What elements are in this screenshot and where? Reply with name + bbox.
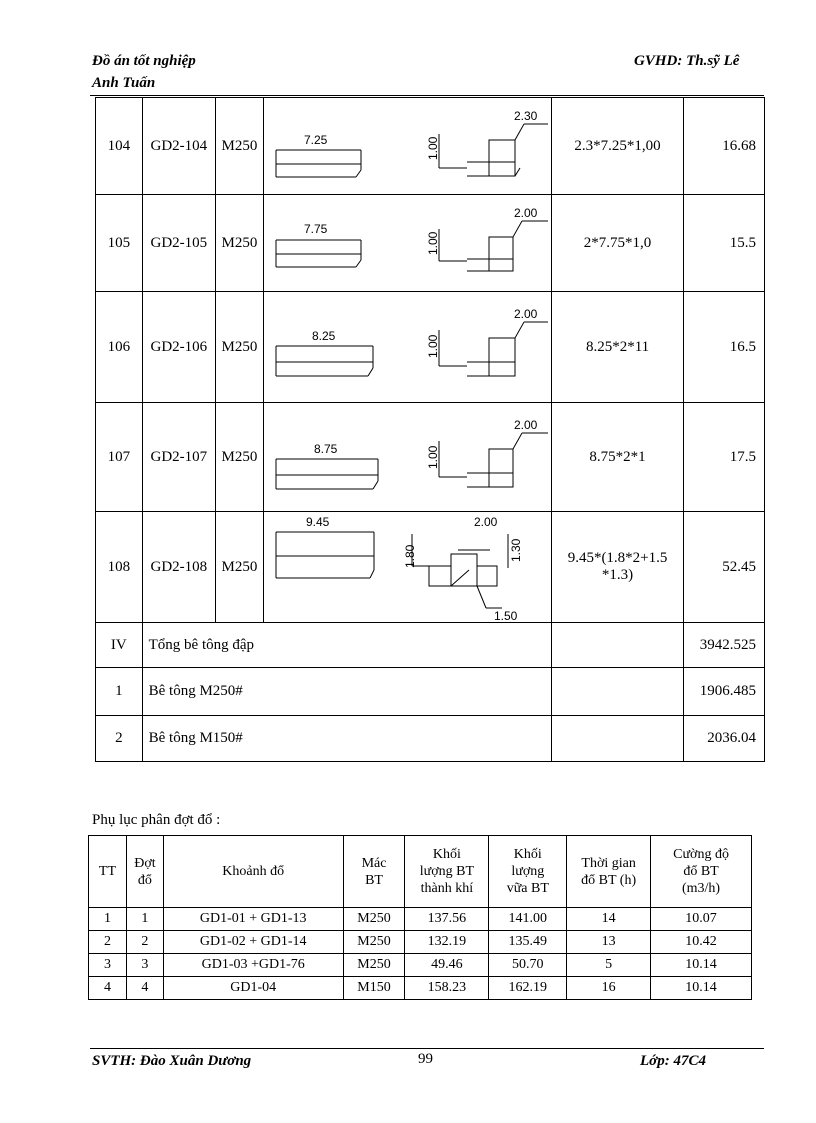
row-code: GD2-105 <box>142 195 215 292</box>
row-formula: 8.25*2*11 <box>551 292 683 403</box>
row-stt: 104 <box>96 98 143 195</box>
row-stt: 106 <box>96 292 143 403</box>
block-sketch <box>264 195 551 291</box>
cell-kl-tk: 132.19 <box>405 931 489 954</box>
row-code: GD2-108 <box>142 512 215 623</box>
footer-student: SVTH: Đào Xuân Dương <box>92 1053 252 1069</box>
row-code: GD2-107 <box>142 403 215 512</box>
table-row <box>96 292 765 403</box>
footer-rule <box>90 1048 764 1049</box>
cell-cd: 10.14 <box>651 954 752 977</box>
cell-khoanh: GD1-01 + GD1-13 <box>163 908 343 931</box>
table-row <box>89 977 752 1000</box>
summary-stt: IV <box>96 623 143 668</box>
cell-mac: M250 <box>343 908 405 931</box>
dim-width: 2.30 <box>513 109 538 123</box>
concrete-volume-table <box>95 97 765 762</box>
row-volume: 15.5 <box>684 195 765 292</box>
cell-khoanh: GD1-04 <box>163 977 343 1000</box>
table-row <box>96 195 765 292</box>
block-sketch <box>264 98 551 194</box>
row-drawing <box>263 195 551 292</box>
dim-height: 1.00 <box>425 445 440 469</box>
table-row <box>96 403 765 512</box>
header-supervisor: GVHD: Th.sỹ Lê <box>634 53 740 69</box>
row-code: GD2-104 <box>142 98 215 195</box>
dim-length: 7.75 <box>303 222 328 236</box>
header-author: Anh Tuấn <box>92 75 156 91</box>
summary-row <box>96 668 765 716</box>
cell-tg: 14 <box>567 908 651 931</box>
table-row <box>89 908 752 931</box>
row-volume: 16.5 <box>684 292 765 403</box>
dim-height: 1.00 <box>425 231 440 255</box>
col-tg: Thời gian đổ BT (h) <box>567 836 651 908</box>
cell-tg: 13 <box>567 931 651 954</box>
row-volume: 17.5 <box>684 403 765 512</box>
dim-bottom: 1.50 <box>493 609 518 622</box>
row-drawing <box>263 403 551 512</box>
summary-row <box>96 623 765 668</box>
dim-height: 1.00 <box>425 136 440 160</box>
row-stt: 105 <box>96 195 143 292</box>
row-grade: M250 <box>216 403 264 512</box>
row-grade: M250 <box>216 292 264 403</box>
row-formula: 2*7.75*1,0 <box>551 195 683 292</box>
col-mac: Mác BT <box>343 836 405 908</box>
dim-height-2: 1.30 <box>508 538 523 562</box>
col-cd: Cường độ đổ BT (m3/h) <box>651 836 752 908</box>
summary-volume: 1906.485 <box>684 668 765 716</box>
header-row <box>89 836 752 908</box>
col-tt: TT <box>89 836 127 908</box>
row-grade: M250 <box>216 512 264 623</box>
cell-cd: 10.14 <box>651 977 752 1000</box>
row-drawing <box>263 98 551 195</box>
page-number: 99 <box>418 1051 433 1067</box>
cell-kl-vua: 162.19 <box>489 977 567 1000</box>
summary-label: Bê tông M150# <box>142 716 551 762</box>
dim-height: 1.80 <box>402 544 417 568</box>
cell-dot: 1 <box>126 908 163 931</box>
row-formula: 9.45*(1.8*2+1.5 *1.3) <box>551 512 683 623</box>
dim-width: 2.00 <box>513 418 538 432</box>
cell-mac: M250 <box>343 931 405 954</box>
table-row <box>96 98 765 195</box>
footer-class: Lớp: 47C4 <box>640 1053 706 1069</box>
dim-width: 2.00 <box>513 206 538 220</box>
row-formula: 2.3*7.25*1,00 <box>551 98 683 195</box>
cell-tg: 5 <box>567 954 651 977</box>
row-stt: 107 <box>96 403 143 512</box>
cell-cd: 10.07 <box>651 908 752 931</box>
header-rule <box>90 95 764 96</box>
cell-kl-tk: 158.23 <box>405 977 489 1000</box>
summary-row <box>96 716 765 762</box>
row-volume: 52.45 <box>684 512 765 623</box>
cell-mac: M150 <box>343 977 405 1000</box>
cell-tg: 16 <box>567 977 651 1000</box>
row-stt: 108 <box>96 512 143 623</box>
dim-width: 2.00 <box>513 307 538 321</box>
row-grade: M250 <box>216 195 264 292</box>
block-sketch <box>264 512 551 622</box>
dim-width: 2.00 <box>473 515 498 529</box>
summary-stt: 2 <box>96 716 143 762</box>
cell-dot: 3 <box>126 954 163 977</box>
block-sketch <box>264 403 551 511</box>
appendix-title: Phụ lục phân đợt đổ : <box>92 812 221 828</box>
row-code: GD2-106 <box>142 292 215 403</box>
cell-kl-vua: 141.00 <box>489 908 567 931</box>
col-kl-tk: Khối lượng BT thành khí <box>405 836 489 908</box>
dim-length: 8.75 <box>313 442 338 456</box>
dim-length: 9.45 <box>305 515 330 529</box>
table-row <box>89 954 752 977</box>
row-volume: 16.68 <box>684 98 765 195</box>
row-drawing <box>263 292 551 403</box>
summary-volume: 2036.04 <box>684 716 765 762</box>
cell-khoanh: GD1-03 +GD1-76 <box>163 954 343 977</box>
row-formula: 8.75*2*1 <box>551 403 683 512</box>
summary-stt: 1 <box>96 668 143 716</box>
cell-khoanh: GD1-02 + GD1-14 <box>163 931 343 954</box>
cell-kl-tk: 49.46 <box>405 954 489 977</box>
cell-mac: M250 <box>343 954 405 977</box>
dim-length: 7.25 <box>303 133 328 147</box>
summary-label: Tổng bê tông đập <box>142 623 551 668</box>
cell-kl-tk: 137.56 <box>405 908 489 931</box>
col-kl-vua: Khối lượng vữa BT <box>489 836 567 908</box>
header-project: Đồ án tốt nghiệp <box>92 53 196 69</box>
table-row <box>96 512 765 623</box>
cell-dot: 4 <box>126 977 163 1000</box>
cell-dot: 2 <box>126 931 163 954</box>
cell-tt: 2 <box>89 931 127 954</box>
cell-cd: 10.42 <box>651 931 752 954</box>
col-khoanh: Khoảnh đổ <box>163 836 343 908</box>
cell-tt: 3 <box>89 954 127 977</box>
cell-kl-vua: 135.49 <box>489 931 567 954</box>
row-grade: M250 <box>216 98 264 195</box>
pour-schedule-table <box>88 835 752 1000</box>
dim-length: 8.25 <box>311 329 336 343</box>
table-row <box>89 931 752 954</box>
summary-volume: 3942.525 <box>684 623 765 668</box>
cell-kl-vua: 50.70 <box>489 954 567 977</box>
col-dot: Đợt đổ <box>126 836 163 908</box>
cell-tt: 1 <box>89 908 127 931</box>
cell-tt: 4 <box>89 977 127 1000</box>
dim-height: 1.00 <box>425 334 440 358</box>
summary-label: Bê tông M250# <box>142 668 551 716</box>
block-sketch <box>264 292 551 402</box>
row-drawing <box>263 512 551 623</box>
